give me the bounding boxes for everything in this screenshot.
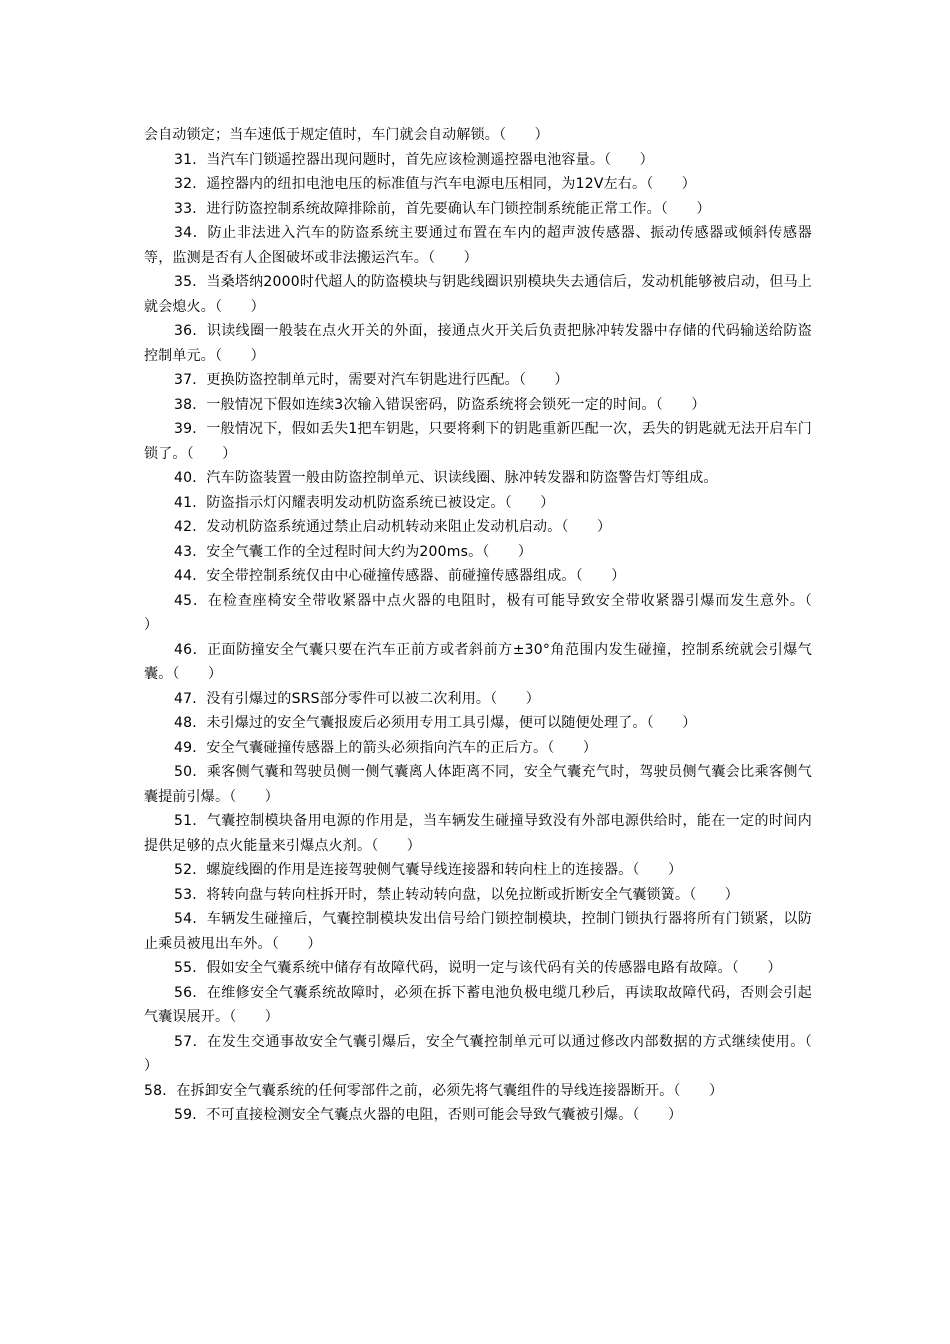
question-item: 38．一般情况下假如连续3次输入错误密码，防盗系统将会锁死一定的时间。（ ）	[174, 396, 706, 413]
question-item: 31．当汽车门锁遥控器出现问题时，首先应该检测遥控器电池容量。（ ）	[174, 151, 654, 168]
question-item: 48．未引爆过的安全气囊报废后必须用专用工具引爆，便可以随便处理了。（ ）	[174, 715, 697, 731]
question-item: 34．防止非法进入汽车的防盗系统主要通过布置在车内的超声波传感器、振动传感器或倾斜传感器等，监测是否有人企图破坏或非法搬运汽车。（ ）	[144, 225, 812, 266]
question-item: 40．汽车防盗装置一般由防盗控制单元、识读线圈、脉冲转发器和防盗警告灯等组成。	[174, 470, 718, 486]
continued-question-text: 会自动锁定；当车速低于规定值时，车门就会自动解锁。（ ）	[144, 127, 549, 143]
question-item: 54．车辆发生碰撞后，气囊控制模块发出信号给门锁控制模块，控制门锁执行器将所有门锁紧，以防止乘员被甩出车外。（ ）	[144, 911, 812, 952]
question-item: 33．进行防盗控制系统故障排除前，首先要确认车门锁控制系统能正常工作。（ ）	[174, 200, 711, 217]
question-item: 32．遥控器内的纽扣电池电压的标准值与汽车电源电压相同，为12V左右。（ ）	[174, 176, 697, 192]
question-item: 59．不可直接检测安全气囊点火器的电阻，否则可能会导致气囊被引爆。（ ）	[174, 1107, 683, 1123]
question-item: 58．在拆卸安全气囊系统的任何零部件之前，必须先将气囊组件的导线连接器断开。（ ）	[144, 1082, 724, 1099]
question-item: 51．气囊控制模块备用电源的作用是，当车辆发生碰撞导致没有外部电源供给时，能在一定的时间内提供足够的点火能量来引爆点火剂。（ ）	[144, 813, 812, 854]
document-body	[144, 123, 841, 1128]
question-item: 47．没有引爆过的SRS部分零件可以被二次利用。（ ）	[174, 690, 540, 707]
question-item: 36．识读线圈一般装在点火开关的外面，接通点火开关后负责把脉冲转发器中存储的代码输送给防盗控制单元。（ ）	[144, 323, 812, 364]
question-item: 43．安全气囊工作的全过程时间大约为200ms。（ ）	[174, 543, 533, 560]
question-item: 46．正面防撞安全气囊只要在汽车正前方或者斜前方±30°角范围内发生碰撞，控制系统就会引爆气囊。（ ）	[144, 641, 812, 682]
question-item: 57．在发生交通事故安全气囊引爆后，安全气囊控制单元可以通过修改内部数据的方式继续使用。（ ）	[144, 1033, 841, 1074]
question-item: 39．一般情况下，假如丢失1把车钥匙，只要将剩下的钥匙重新匹配一次，丢失的钥匙就无法开启车门锁了。（ ）	[144, 421, 812, 462]
question-item: 52．螺旋线圈的作用是连接驾驶侧气囊导线连接器和转向柱上的连接器。（ ）	[174, 862, 683, 878]
question-item: 45．在检查座椅安全带收紧器中点火器的电阻时，极有可能导致安全带收紧器引爆而发生意外。（ ）	[144, 592, 841, 633]
question-item: 41．防盗指示灯闪耀表明发动机防盗系统已被设定。（ ）	[174, 494, 555, 511]
question-item: 35．当桑塔纳2000时代超人的防盗模块与钥匙线圈识别模块失去通信后，发动机能够被启动，但马上就会熄火。（ ）	[144, 274, 812, 315]
question-item: 42．发动机防盗系统通过禁止启动机转动来阻止发动机启动。（ ）	[174, 519, 612, 535]
question-item: 50．乘客侧气囊和驾驶员侧一侧气囊离人体距离不同，安全气囊充气时，驾驶员侧气囊会比乘客侧气囊提前引爆。（ ）	[144, 764, 812, 805]
question-item: 44．安全带控制系统仅由中心碰撞传感器、前碰撞传感器组成。（ ）	[174, 568, 626, 584]
question-item: 55．假如安全气囊系统中储存有故障代码，说明一定与该代码有关的传感器电路有故障。（ ）	[174, 960, 782, 976]
question-item: 49．安全气囊碰撞传感器上的箭头必须指向汽车的正后方。（ ）	[174, 739, 598, 756]
question-item: 37．更换防盗控制单元时，需要对汽车钥匙进行匹配。（ ）	[174, 372, 569, 388]
question-item: 56．在维修安全气囊系统故障时，必须在拆下蓄电池负极电缆几秒后，再读取故障代码，否则会引起气囊误展开。（ ）	[144, 984, 812, 1025]
question-item: 53．将转向盘与转向柱拆开时，禁止转动转向盘，以免拉断或折断安全气囊锁簧。（ ）	[174, 886, 740, 903]
